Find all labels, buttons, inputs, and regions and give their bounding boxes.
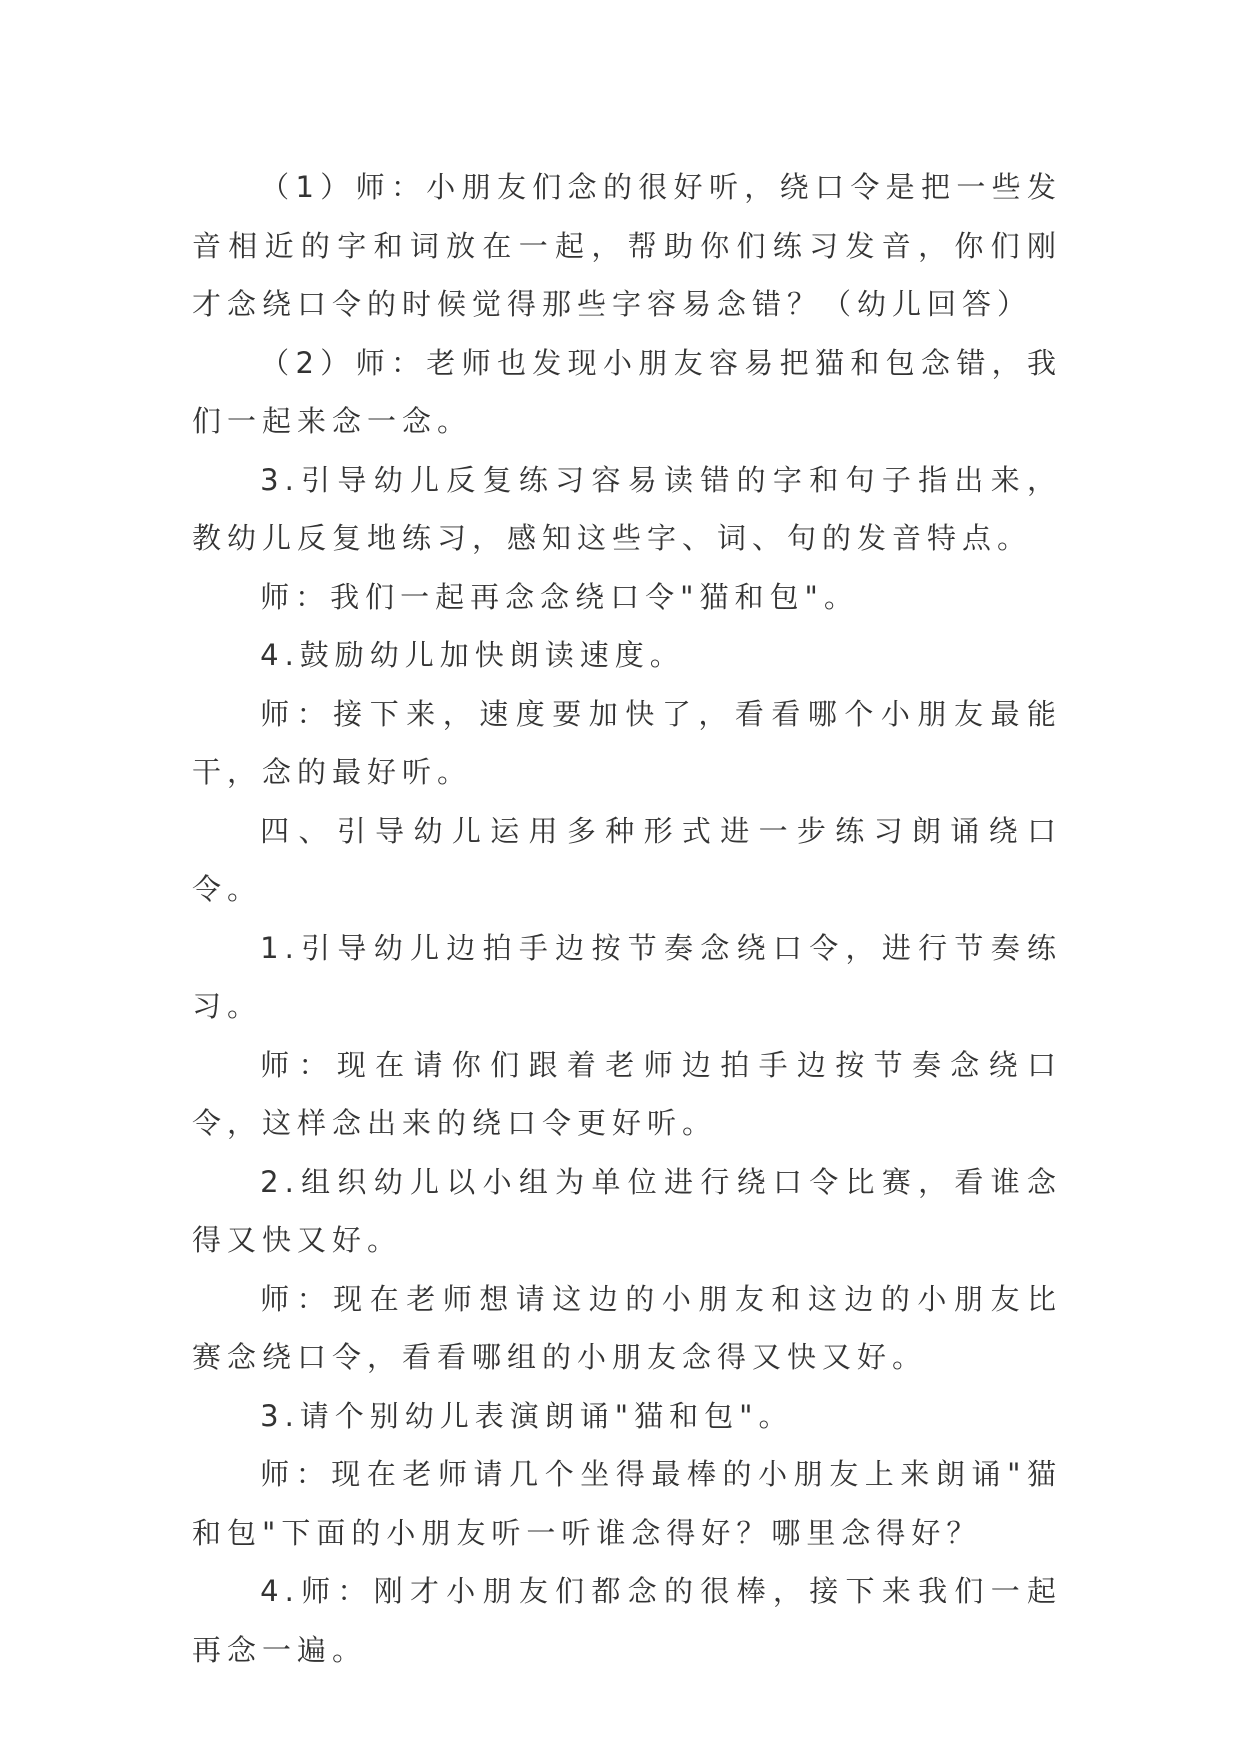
paragraph-8: 1.引导幼儿边拍手边按节奏念绕口令，进行节奏练习。 xyxy=(192,930,1062,1023)
paragraph-4: 师：我们一起再念念绕口令"猫和包"。 xyxy=(260,579,859,614)
document-body xyxy=(192,158,1062,1679)
paragraph-11: 师：现在老师想请这边的小朋友和这边的小朋友比赛念绕口令，看看哪组的小朋友念得又快又好。 xyxy=(192,1281,1062,1374)
section-heading-4: 四、引导幼儿运用多种形式进一步练习朗诵绕口令。 xyxy=(192,813,1062,906)
paragraph-12: 3.请个别幼儿表演朗诵"猫和包"。 xyxy=(260,1398,794,1433)
paragraph-3: 3.引导幼儿反复练习容易读错的字和句子指出来，教幼儿反复地练习，感知这些字、词、句的发音特点。 xyxy=(192,462,1062,555)
paragraph-10: 2.组织幼儿以小组为单位进行绕口令比赛，看谁念得又快又好。 xyxy=(192,1164,1062,1257)
paragraph-1: （1）师：小朋友们念的很好听，绕口令是把一些发音相近的字和词放在一起，帮助你们练习发音，你们刚才念绕口令的时候觉得那些字容易念错？（幼儿回答） xyxy=(192,170,1062,321)
paragraph-9: 师：现在请你们跟着老师边拍手边按节奏念绕口令，这样念出来的绕口令更好听。 xyxy=(192,1047,1062,1140)
paragraph-14: 4.师：刚才小朋友们都念的很棒，接下来我们一起再念一遍。 xyxy=(192,1574,1062,1667)
paragraph-13: 师：现在老师请几个坐得最棒的小朋友上来朗诵"猫和包"下面的小朋友听一听谁念得好？哪里念得好？ xyxy=(192,1457,1062,1550)
paragraph-6: 师：接下来，速度要加快了，看看哪个小朋友最能干，念的最好听。 xyxy=(192,696,1062,789)
paragraph-2: （2）师：老师也发现小朋友容易把猫和包念错，我们一起来念一念。 xyxy=(192,345,1062,438)
paragraph-5: 4.鼓励幼儿加快朗读速度。 xyxy=(260,638,685,672)
